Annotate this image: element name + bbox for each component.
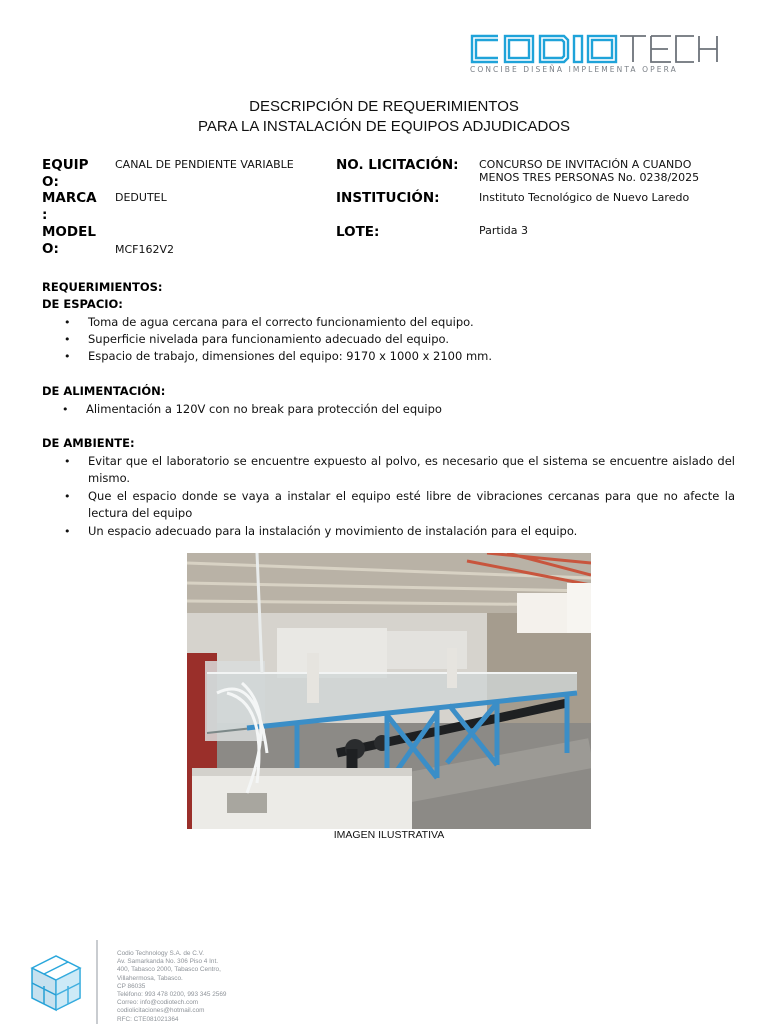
ambiente-item: • Evitar que el laboratorio se encuentre expuesto al polvo, es necesario que el sistema se encuentre aislado del mismo. xyxy=(88,453,735,487)
licitacion-value-2: MENOS TRES PERSONAS No. 0238/2025 xyxy=(479,171,700,184)
footer-line: Villahermosa, Tabasco. xyxy=(117,974,183,982)
marca-label-1: MARCA xyxy=(42,190,97,206)
licitacion-label: NO. LICITACIÓN: xyxy=(336,157,459,173)
modelo-value: MCF162V2 xyxy=(115,243,175,256)
footer-line: codiolicitaciones@hotmail.com xyxy=(117,1007,205,1015)
institucion-value: Instituto Tecnológico de Nuevo Laredo xyxy=(479,191,690,204)
marca-label-2: : xyxy=(42,207,48,223)
footer-line: RFC: CTE081021364 xyxy=(117,1015,179,1023)
equipo-label-2: O: xyxy=(42,174,59,190)
footer-line: 400, Tabasco 2000, Tabasco Centro, xyxy=(117,966,221,974)
footer-line: Codio Technology S.A. de C.V. xyxy=(117,950,205,957)
footer-line: Teléfono: 993 478 0200, 993 345 2569 xyxy=(117,991,227,999)
image-caption: IMAGEN ILUSTRATIVA xyxy=(333,829,445,841)
ambiente-item: • Que el espacio donde se vaya a instalar el equipo esté libre de vibraciones cercanas para que no afecte la lectura del equipo xyxy=(88,488,735,522)
logo-tagline: CONCIBE DISEÑA IMPLEMENTA OPERA xyxy=(470,65,678,74)
lote-label: LOTE: xyxy=(336,224,380,240)
licitacion-value-1: CONCURSO DE INVITACIÓN A CUANDO xyxy=(479,158,692,171)
alimentacion-heading: DE ALIMENTACIÓN: xyxy=(42,384,166,398)
ambiente-heading: DE AMBIENTE: xyxy=(42,436,135,450)
alimentacion-item: • Alimentación a 120V con no break para protección del equipo xyxy=(86,401,733,418)
equipment-photo xyxy=(187,553,591,829)
cube-logo-icon xyxy=(26,948,84,1018)
footer-address xyxy=(117,950,317,1024)
marca-value: DEDUTEL xyxy=(115,191,167,204)
document-title-line1: DESCRIPCIÓN DE REQUERIMIENTOS xyxy=(249,98,519,115)
ambiente-item: • Un espacio adecuado para la instalación y movimiento de instalación para el equipo. xyxy=(88,523,735,540)
footer-line: Av. Samarkanda No. 306 Piso 4 Int. xyxy=(117,958,219,966)
espacio-item: • Toma de agua cercana para el correcto funcionamiento del equipo. xyxy=(88,314,735,331)
document-title-line2: PARA LA INSTALACIÓN DE EQUIPOS ADJUDICADOS xyxy=(197,118,571,135)
equipo-label-1: EQUIP xyxy=(42,157,89,173)
modelo-label-2: O: xyxy=(42,241,59,257)
footer-line: CP 86035 xyxy=(117,982,146,990)
lote-value: Partida 3 xyxy=(479,224,528,237)
espacio-item: • Espacio de trabajo, dimensiones del equipo: 9170 x 1000 x 2100 mm. xyxy=(88,348,735,365)
espacio-item: • Superficie nivelada para funcionamiento adecuado del equipo. xyxy=(88,331,735,348)
equipo-value: CANAL DE PENDIENTE VARIABLE xyxy=(115,158,294,171)
requirements-heading: REQUERIMIENTOS: xyxy=(42,280,163,294)
footer-divider xyxy=(96,940,98,1024)
espacio-heading: DE ESPACIO: xyxy=(42,297,123,311)
institucion-label: INSTITUCIÓN: xyxy=(336,190,440,206)
footer-line: Correo: info@codiotech.com xyxy=(117,999,199,1007)
modelo-label-1: MODEL xyxy=(42,224,96,240)
